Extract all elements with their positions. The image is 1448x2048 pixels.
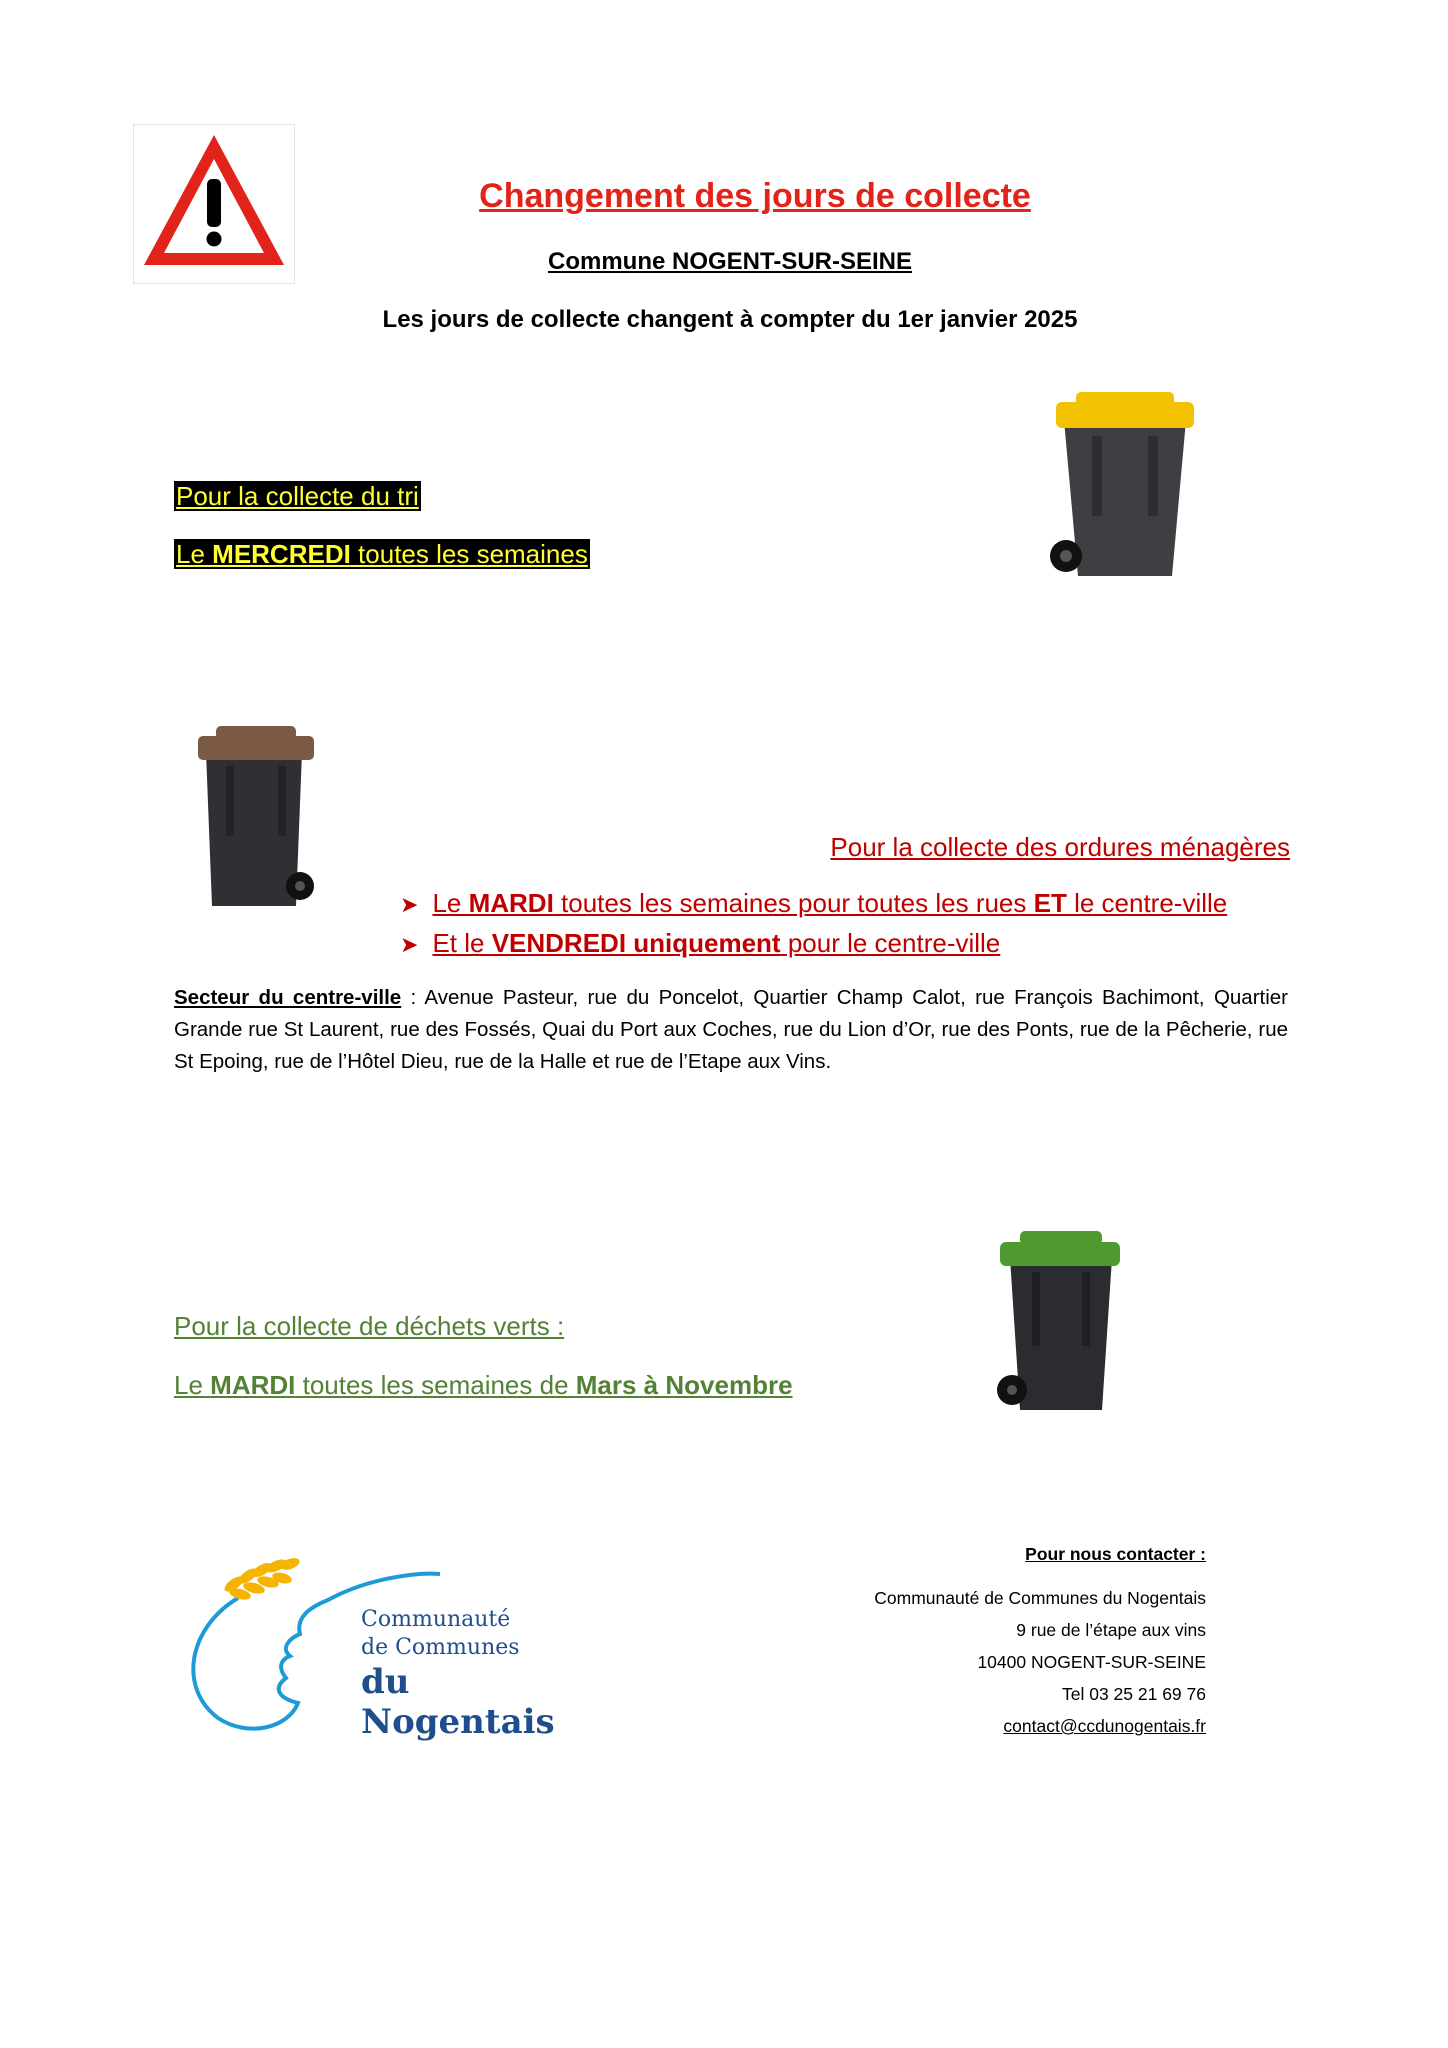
tri-schedule: Le MERCREDI toutes les semaines	[176, 539, 588, 569]
contact-city: 10400 NOGENT-SUR-SEINE	[977, 1652, 1206, 1672]
ordures-bullet-2: ➤ Et le VENDREDI uniquement pour le centre-ville	[400, 928, 1001, 958]
secteur-label: Secteur du centre-ville	[174, 986, 402, 1009]
contact-tel: Tel 03 25 21 69 76	[1061, 1684, 1206, 1704]
page-title: Changement des jours de collecte	[479, 177, 1031, 215]
secteur-paragraph	[174, 982, 1288, 1078]
verts-heading: Pour la collecte de déchets verts :	[174, 1311, 565, 1341]
ccn-logo	[178, 1538, 598, 1742]
contact-block	[874, 1538, 1206, 1742]
contact-email-link[interactable]: contact@ccdunogentais.fr	[1003, 1716, 1206, 1736]
secteur-text: : Avenue Pasteur, rue du Poncelot, Quartier Champ Calot, rue François Bachimont, Quartier Grande rue St Laurent, rue des Fossés, Quai du Port aux Coches, rue du Lion d’Or, rue des Ponts, rue de la Pêcherie, rue St Epoing, rue de l’Hôtel Dieu, rue de la Halle et rue de l’Etape aux Vins.	[174, 986, 1288, 1073]
intro-text: Les jours de collecte changent à compter du 1er janvier 2025	[382, 306, 1078, 333]
tri-schedule-block	[174, 539, 590, 570]
verts-schedule: Le MARDI toutes les semaines de Mars à Novembre	[174, 1370, 793, 1400]
tri-heading: Pour la collecte du tri	[176, 481, 419, 511]
arrow-bullet-icon: ➤	[400, 932, 419, 957]
contact-street: 9 rue de l’étape aux vins	[1016, 1620, 1206, 1640]
brown-bin-icon	[190, 724, 322, 916]
yellow-bin-icon	[1036, 388, 1214, 593]
commune-name: Commune NOGENT-SUR-SEINE	[547, 248, 913, 275]
logo-line-2: de Communes	[361, 1635, 520, 1660]
contact-heading: Pour nous contacter :	[1025, 1544, 1206, 1564]
ordures-heading: Pour la collecte des ordures ménagères	[830, 832, 1290, 862]
logo-line-3: du Nogentais	[361, 1662, 555, 1742]
contact-org: Communauté de Communes du Nogentais	[874, 1588, 1206, 1608]
tri-heading-block	[174, 481, 421, 512]
green-bin-icon	[990, 1228, 1130, 1420]
arrow-bullet-icon: ➤	[400, 892, 419, 917]
ordures-bullet-1: ➤ Le MARDI toutes les semaines pour toutes les rues ET le centre-ville	[400, 888, 1228, 918]
logo-line-1: Communauté	[361, 1607, 511, 1632]
